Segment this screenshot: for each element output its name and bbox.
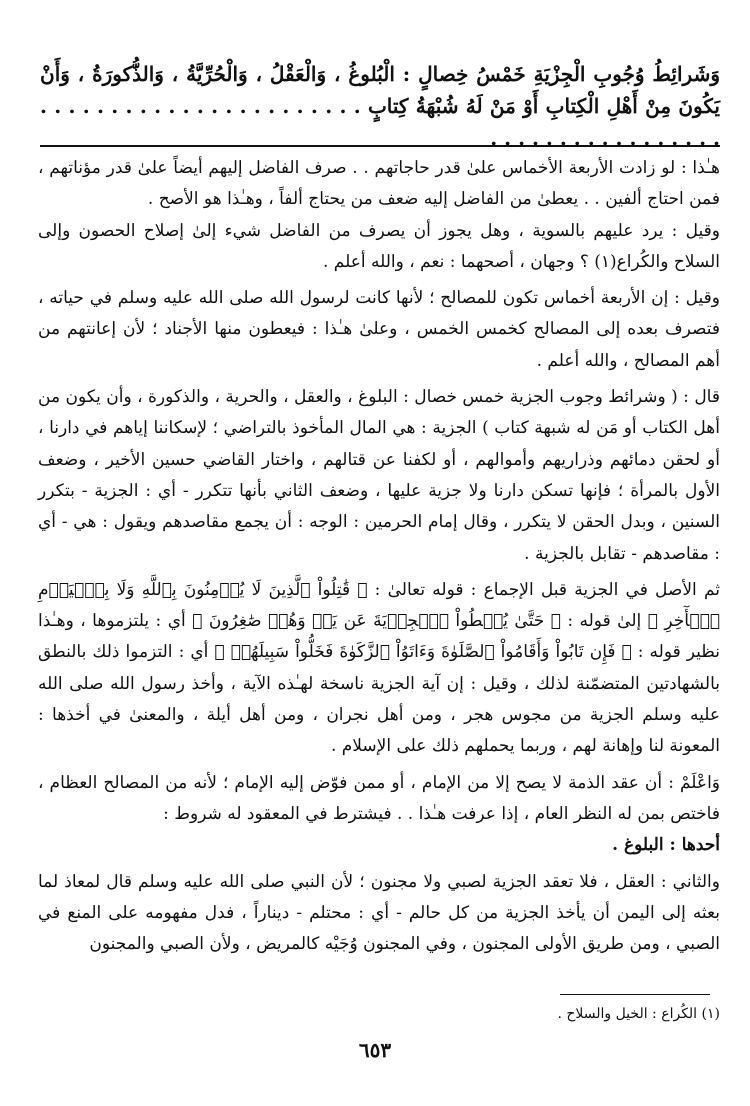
matn-text: وَشَرائِطُ وُجُوبِ الْجِزْيَةِ خَمْسُ خِصالٍ : الْبُلوغُ ، وَالْعَقْلُ ، وَالْحُرِّيَّةُ ، وَالذُّكورَةُ ، وَأَنْ يَكُونَ مِنْ أَهْلِ الْكِتابِ أَوْ مَنْ لَهُ شُبْهَةُ كِتابٍ .: [40, 62, 721, 118]
paragraph-4: قال : ( وشرائط وجوب الجزية خمس خصال : البلوغ ، والعقل ، والحرية ، والذكورة ، وأن يكون من أهل الكتاب أو مَن له شبهة كتاب ) الجزية : هي المال المأخوذ بالتراضي ؛ لإسكاننا إياهم في دارنا ، أو لحقن دمائهم وذراريهم وأموالهم ، أو لكفنا عن قتالهم ، واختار القاضي حسين الأخير ، وضعف الأول بالمرأة ؛ فإنها تسكن دارنا ولا جزية عليها ، وضعف الثاني بأنها تتكرر - أي : الجزية - بتكرر السنين ، وبدل الحقن لا يتكرر ، وقال إمام الحرمين : الوجه : أن يجمع مقاصدهم ويقول : هي - أي : مقاصدهم - تقابل بالجزية .: [38, 387, 720, 564]
paragraph-1: هـٰذا : لو زادت الأربعة الأخماس علىٰ قدر حاجاتهم . . صرف الفاضل إليهم أيضاً علىٰ قدر مؤناتهم ، فمن احتاج ألفين . . يعطىٰ من الفاضل إليه ضعف من يحتاج ألفاً ، وهـٰذا هو الأصح .: [38, 158, 720, 210]
commentary-text: [38, 153, 720, 960]
paragraph-6: وَاعْلَمْ : أن عقد الذمة لا يصح إلا من الإمام ، أو ممن فوّض إليه الإمام ؛ لأنه من المصالح العظام ، فاختص بمن له النظر العام ، إذا عرفت هـٰذا . . فيشترط في المعقود له شروط :: [38, 772, 720, 824]
matn-divider: [40, 145, 720, 147]
paragraph-2: وقيل : يرد عليهم بالسوية ، وهل يجوز أن يصرف من الفاضل شيء إلىٰ إصلاح الحصون وإلى السلاح والكُراع(١) ؟ وجهان ، أصحهما : نعم ، والله أعلم .: [38, 220, 720, 272]
paragraph-3: وقيل : إن الأربعة أخماس تكون للمصالح ؛ لأنها كانت لرسول الله صلى الله عليه وسلم في حياته ، فتصرف بعده إلى المصالح كخمس الخمس ، وعلىٰ هـٰذا : فيعطون منها الأجناد ؛ لأن إعانتهم من أهم المصالح ، والله أعلم .: [38, 288, 720, 371]
paragraph-5: ثم الأصل في الجزية قبل الإجماع : قوله تعالىٰ : ﴿ قَٰتِلُواْ ٱلَّذِينَ لَا يُؤۡمِنُونَ بِٱللَّهِ وَلَا بِٱلۡيَوۡمِ ٱلۡأٓخِرِ ﴾ إلىٰ قوله : ﴿ حَتَّىٰ يُعۡطُواْ ٱلۡجِزۡيَةَ عَن يَدٖ وَهُمۡ صَٰغِرُونَ ﴾ أي : يلتزموها ، وهـٰذا نظير قوله : ﴿ فَإِن تَابُواْ وَأَقَامُواْ ٱلصَّلَوٰةَ وَءَاتَوُاْ ٱلزَّكَوٰةَ فَخَلُّواْ سَبِيلَهُمۡ ﴾ أي : التزموا ذلك بالنطق بالشهادتين المتضمّنة لذلك ، وقيل : إن آية الجزية ناسخة لهـٰذه الآية ، وأخذ رسول الله صلى الله عليه وسلم الجزية من مجوس هجر ، ومن أهل نجران ، ومن أهل أيلة ، والمعنىٰ في أخذها : المعونة لنا وإهانة لهم ، وربما يحملهم ذلك على الإسلام .: [38, 579, 720, 757]
paragraph-7: أحدها : البلوغ .: [612, 835, 720, 856]
footnote-divider: [560, 994, 710, 995]
matn-dots: . . . . . . . . . . . . . . . . . . . . . . . . . . . . . . . . . . . . . . .: [40, 94, 720, 150]
paragraph-8: والثاني : العقل ، فلا تعقد الجزية لصبي ولا مجنون ؛ لأن النبي صلى الله عليه وسلم قال لمعاذ لما بعثه إلى اليمن أن يأخذ الجزية من كل حالم - أي : محتلم - ديناراً ، فدل مفهومه على المنع في الصبي ، ومن طريق الأولى المجنون ، وفي المجنون وُجَيْه كالمريض ، ولأن الصبي والمجنون: [38, 871, 720, 955]
footnote: (١) الكُراع : الخيل والسلاح .: [557, 1006, 720, 1022]
matn-heading: [40, 58, 720, 154]
page-number: ٦٥٣: [358, 1038, 392, 1062]
